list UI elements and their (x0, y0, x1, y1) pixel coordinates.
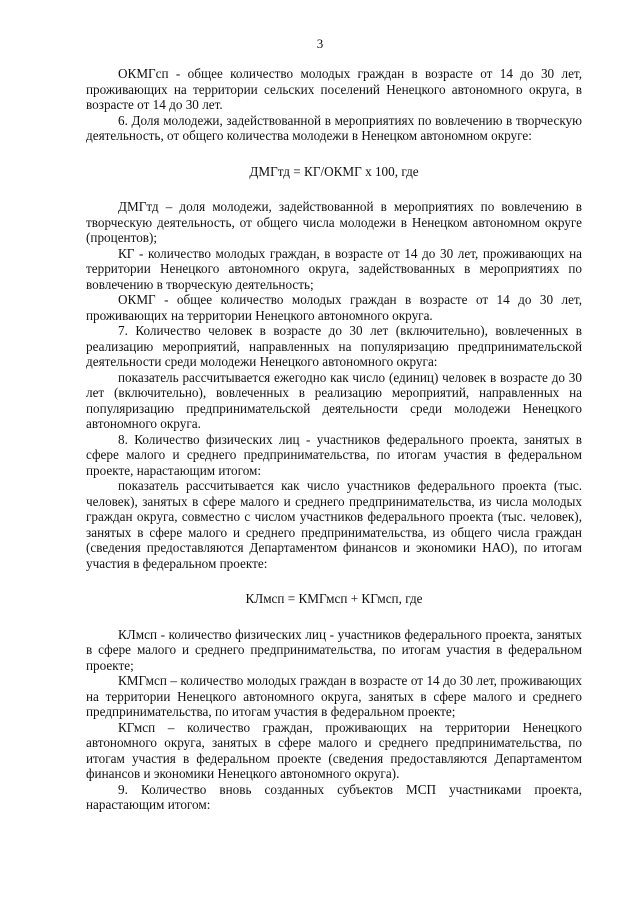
paragraph-item-8-calculation: показатель рассчитывается как число участников федерального проекта (тыс. человек), занятых в сфере малого и среднего предпринимательства, из числа молодых граждан округа, совместно с числом участников федерального проекта (тыс. человек), занятых в сфере малого и среднего предпринимательства, из общего числа граждан (сведения предоставляются Департаментом финансов и экономики НАО), по итогам участия в федеральном проекте: (86, 478, 582, 571)
paragraph-dmgtd-definition: ДМГтд – доля молодежи, задействованной в мероприятиях по вовлечению в творческую деятельность, от общего числа молодежи в Ненецком автономном округе (процентов); (86, 199, 582, 245)
paragraph-klmsp-definition: КЛмсп - количество физических лиц - участников федерального проекта, занятых в сфере малого и среднего предпринимательства, по итогам участия в федеральном проекте; (86, 626, 582, 673)
paragraph-item-9: 9. Количество вновь созданных субъектов МСП участниками проекта, нарастающим итогом: (86, 781, 582, 812)
paragraph-kgmsp-definition: КГмсп – количество граждан, проживающих на территории Ненецкого автономного округа, занятых в сфере малого и среднего предпринимательства, по итогам участия в федеральном проекте (сведения предоставляются Департаментом финансов и экономики Ненецкого автономного округа). (86, 719, 582, 781)
paragraph-item-6: 6. Доля молодежи, задействованной в мероприятиях по вовлечению в творческую деятельность, от общего количества молодежи в Ненецком автономном округе: (86, 112, 582, 143)
paragraph-kmgmsp-definition: КМГмсп – количество молодых граждан в возрасте от 14 до 30 лет, проживающих на территории Ненецкого автономного округа, занятых в сфере малого и среднего предпринимательства, по итогам участия в федеральном проекте; (86, 673, 582, 719)
paragraph-okmg-definition: ОКМГ - общее количество молодых граждан в возрасте от 14 до 30 лет, проживающих на территории Ненецкого автономного округа. (86, 292, 582, 323)
paragraph-okmgsp-definition: ОКМГсп - общее количество молодых граждан в возрасте от 14 до 30 лет, проживающих на территории сельских поселений Ненецкого автономного округа, в возрасте от 14 до 30 лет. (86, 66, 582, 112)
paragraph-item-7: 7. Количество человек в возрасте до 30 лет (включительно), вовлеченных в реализацию мероприятий, направленных на популяризацию предпринимательской деятельности среди молодежи Ненецкого автономного округа: (86, 323, 582, 369)
document-body (86, 66, 582, 813)
paragraph-item-8: 8. Количество физических лиц - участников федерального проекта, занятых в сфере малого и среднего предпринимательства, по итогам участия в федеральном проекте, нарастающим итогом: (86, 431, 582, 478)
paragraph-item-7-calculation: показатель рассчитывается ежегодно как число (единиц) человек в возрасте до 30 лет (включительно), вовлеченных в реализацию мероприятий, направленных на популяризацию предпринимательской деятельности среди молодежи Ненецкого автономного округа. (86, 369, 582, 431)
formula-klmsp: КЛмсп = КМГмсп + КГмсп, где (245, 591, 423, 606)
paragraph-kg-definition: КГ - количество молодых граждан, в возрасте от 14 до 30 лет, проживающих на территории Ненецкого автономного округа, задействованных в мероприятиях по вовлечению в творческую деятельность; (86, 245, 582, 292)
page-number: 3 (316, 36, 324, 51)
formula-dmgtd: ДМГтд = КГ/ОКМГ х 100, где (249, 163, 419, 179)
